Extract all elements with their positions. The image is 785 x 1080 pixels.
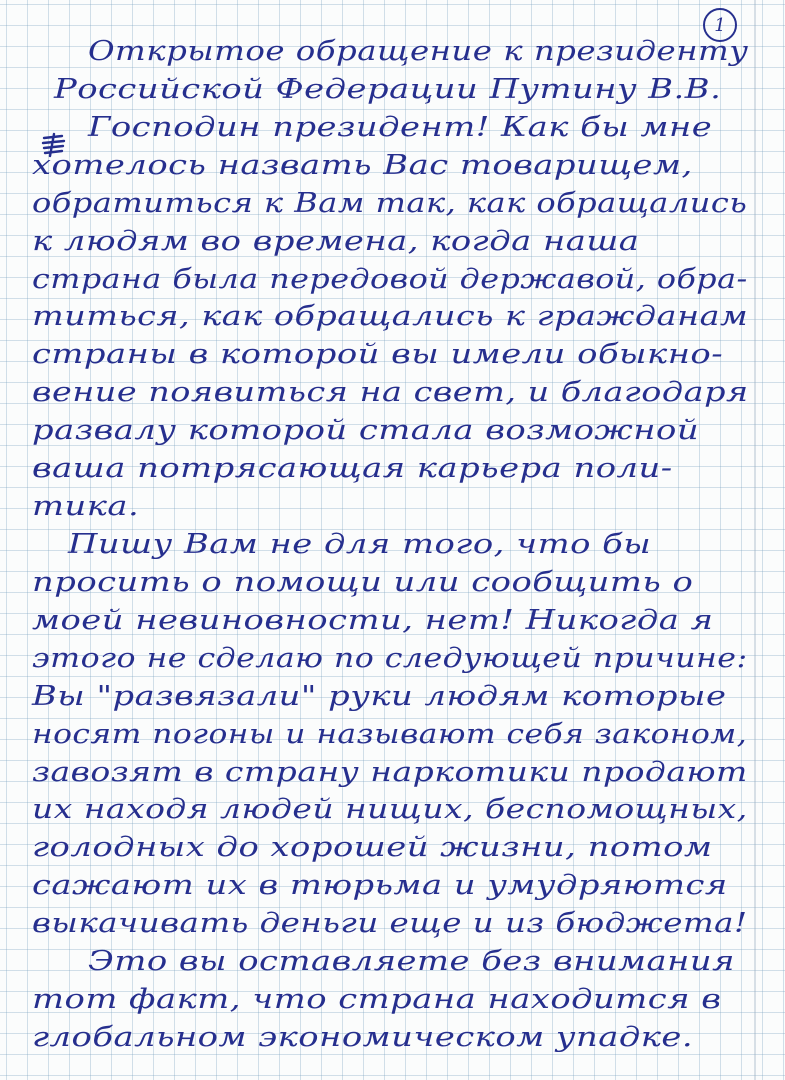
letter-line: вение появиться на свет, и благодаря xyxy=(32,377,749,409)
letter-line: страны в которой вы имели обыкно- xyxy=(32,339,724,371)
letter-line: страна была передовой державой, обра- xyxy=(32,263,748,295)
letter-line: хотелось назвать Вас товарищем, xyxy=(32,149,693,181)
letter-line: Открытое обращение к президенту xyxy=(88,36,749,67)
letter-line: к людям во времена, когда наша xyxy=(32,225,640,257)
page-number-value: 1 xyxy=(714,14,726,36)
letter-line: развалу которой стала возможной xyxy=(32,415,700,447)
letter-line: завозят в страну наркотики продают xyxy=(32,756,748,788)
letter-line: обратиться к Вам так, как обращались xyxy=(32,187,748,219)
letter-line: моей невиновности, нет! Никогда я xyxy=(32,604,714,636)
letter-line: глобальном экономическом упадке. xyxy=(32,1022,694,1053)
letter-line: выкачивать деньги еще и из бюджета! xyxy=(32,908,748,940)
letter-line: этого не сделаю по следующей причине: xyxy=(32,642,748,674)
letter-line: сажают их в тюрьма и умудряются xyxy=(32,870,728,902)
letter-line: голодных до хорошей жизни, потом xyxy=(32,832,713,864)
letter-line: просить о помощи или сообщить о xyxy=(32,566,694,598)
letter-line: носят погоны и называют себя законом, xyxy=(32,718,748,750)
letter-line: титься, как обращались к гражданам xyxy=(32,301,749,333)
letter-line: Пишу Вам не для того, что бы xyxy=(68,529,652,560)
letter-line: тот факт, что страна находится в xyxy=(32,984,722,1016)
letter-line: Господин президент! Как бы мне xyxy=(88,111,713,143)
letter-line: ваша потрясающая карьера поли- xyxy=(32,453,673,485)
letter-line: их находя людей нищих, беспомощных, xyxy=(32,794,748,826)
letter-line: тика. xyxy=(32,491,140,523)
letter-line: Вы "развязали" руки людям которые xyxy=(32,680,727,712)
letter-line: Российской Федерации Путину В.В. xyxy=(54,73,722,105)
letter-line: Это вы оставляете без внимания xyxy=(88,946,735,978)
